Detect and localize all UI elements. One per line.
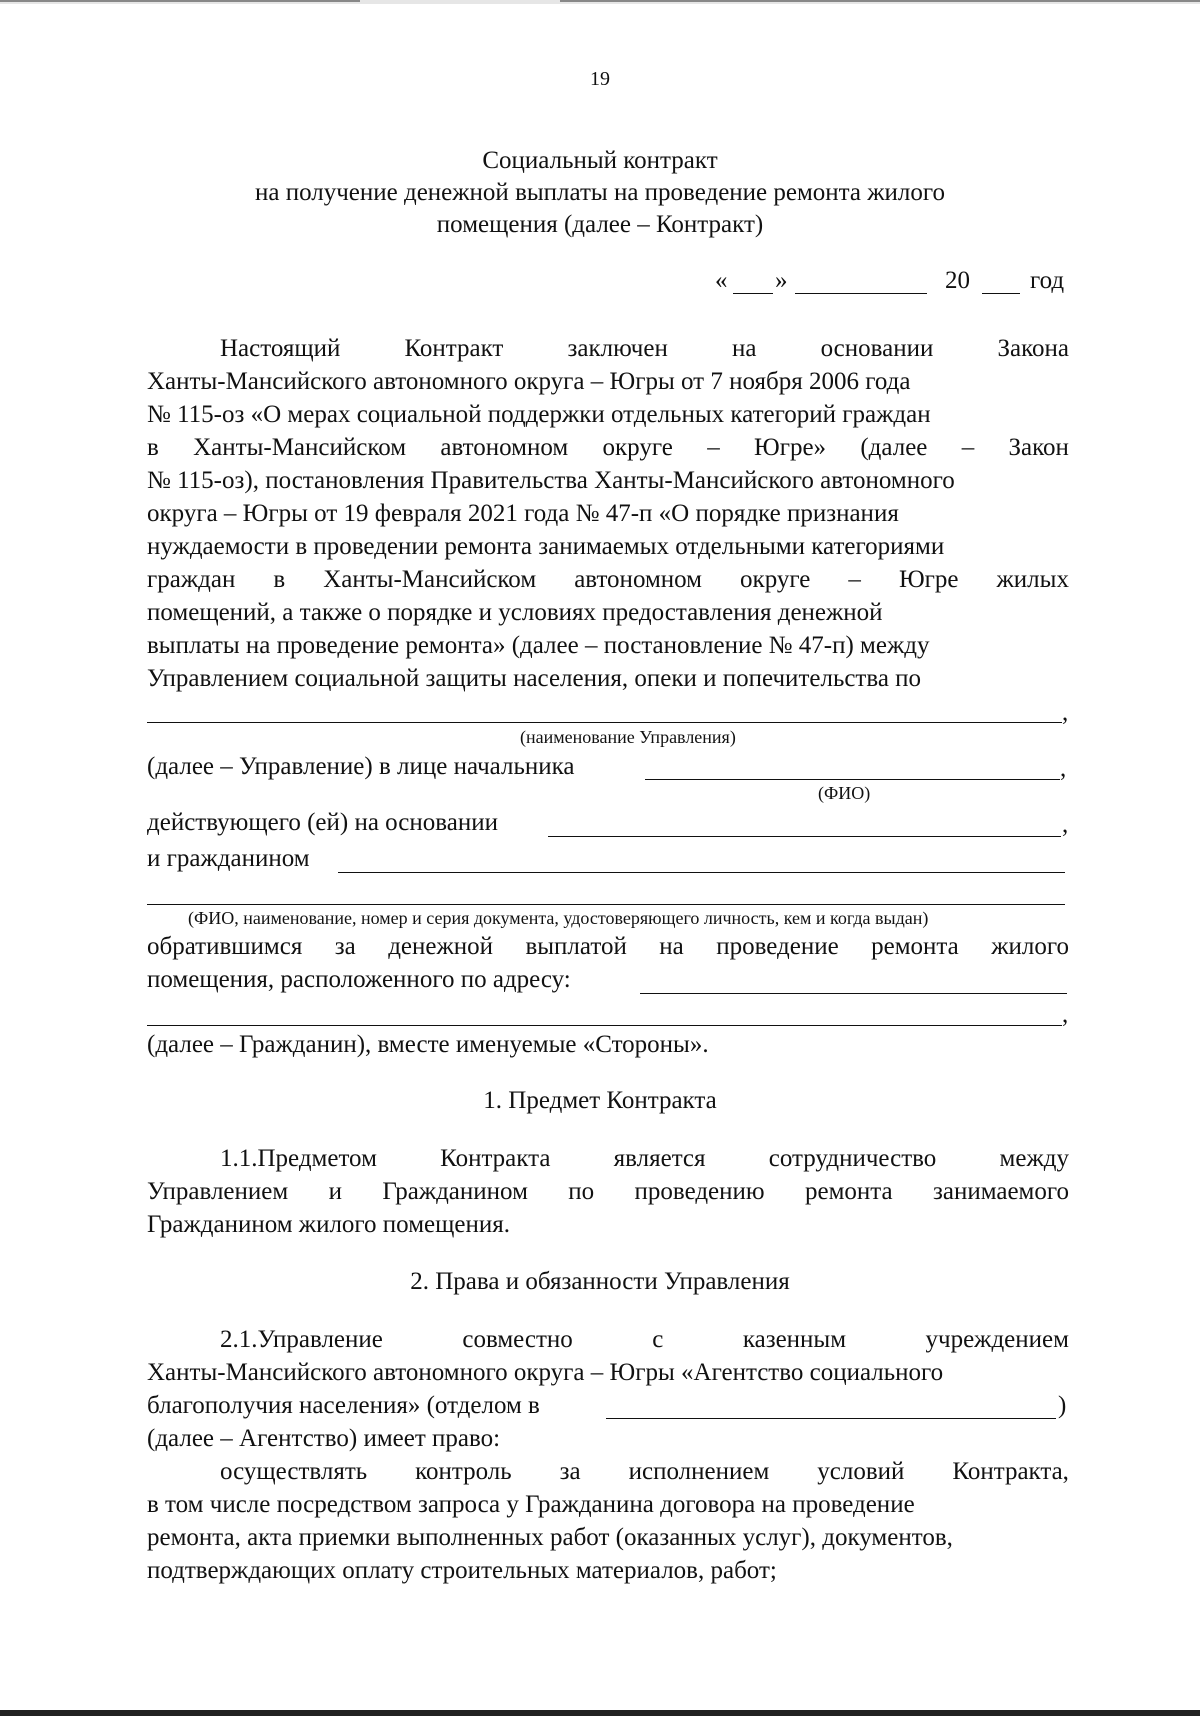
s2-word: с: [652, 1326, 664, 1353]
preamble-line-8: [147, 563, 1069, 596]
preamble-line-2: Ханты-Мансийского автономного округа – Югры от 7 ноября 2006 года: [147, 368, 911, 395]
preamble-line-9: помещений, а также о порядке и условиях предоставления денежной: [147, 599, 883, 626]
preamble-word: –: [848, 566, 861, 593]
s1-word: проведению: [634, 1178, 765, 1205]
address-blank-2: [147, 1025, 1062, 1026]
section-2-p1-line-1: [220, 1323, 1069, 1356]
date-close-quote: »: [775, 267, 788, 294]
s1-word: занимаемого: [932, 1178, 1069, 1205]
section-2-heading: 2. Права и обязанности Управления: [410, 1268, 790, 1295]
department-name-blank: [147, 722, 1062, 723]
s1-word: Контракта: [440, 1145, 551, 1172]
s2-word: контроль: [415, 1458, 512, 1485]
preamble-word: на: [731, 335, 757, 362]
s1-word: Управлением: [147, 1178, 289, 1205]
represented-by-label: (далее – Управление) в лице начальника: [147, 753, 575, 780]
acting-basis-comma: ,: [1062, 811, 1069, 838]
hereinafter-line: (далее – Гражданин), вместе именуемые «Стороны».: [147, 1031, 709, 1058]
applied-word: обратившимся: [147, 933, 303, 960]
head-fio-comma: ,: [1060, 755, 1067, 782]
preamble-word: Югре»: [754, 434, 827, 461]
applied-line: [147, 930, 1069, 963]
applied-word: денежной: [388, 933, 494, 960]
preamble-word: округе: [602, 434, 673, 461]
s2-word: исполнением: [628, 1458, 770, 1485]
preamble-word: Ханты-Мансийском: [193, 434, 407, 461]
document-title-line-1: Социальный контракт: [482, 147, 718, 174]
scan-bottom-edge: [0, 1710, 1200, 1716]
preamble-word: в: [147, 434, 159, 461]
preamble-line-7: нуждаемости в проведении ремонта занимаемых отдельными категориями: [147, 533, 945, 560]
preamble-word: (далее: [860, 434, 928, 461]
department-comma: ,: [1062, 699, 1069, 726]
date-month-blank: [795, 293, 927, 294]
s1-word: Гражданином: [382, 1178, 528, 1205]
s2-word: 2.1.Управление: [220, 1326, 383, 1353]
s2-word: учреждением: [925, 1326, 1069, 1353]
s2-word: условий: [817, 1458, 905, 1485]
preamble-word: округе: [740, 566, 811, 593]
preamble-word: –: [961, 434, 975, 461]
preamble-word: автономном: [574, 566, 703, 593]
preamble-word: Контракт: [404, 335, 504, 362]
preamble-word: основании: [820, 335, 934, 362]
citizen-label: и гражданином: [147, 845, 310, 872]
preamble-word: в: [273, 566, 286, 593]
s2-word: Контракта,: [952, 1458, 1069, 1485]
section-1-p1-line-1: [220, 1142, 1069, 1175]
s1-word: ремонта: [804, 1178, 893, 1205]
date-century: 20: [945, 267, 970, 294]
preamble-word: Ханты-Мансийском: [323, 566, 537, 593]
applied-word: на: [659, 933, 684, 960]
preamble-word: жилых: [996, 566, 1069, 593]
applied-word: выплатой: [525, 933, 627, 960]
preamble-line-5: № 115-оз), постановления Правительства Ханты-Мансийского автономного: [147, 467, 955, 494]
agency-department-paren: ): [1058, 1392, 1067, 1419]
preamble-line-10: выплаты на проведение ремонта» (далее – постановление № 47-п) между: [147, 632, 930, 659]
preamble-line-3: № 115-оз «О мерах социальной поддержки отдельных категорий граждан: [147, 401, 931, 428]
preamble-word: граждан: [147, 566, 236, 593]
s1-word: сотрудничество: [768, 1145, 937, 1172]
date-year-blank: [982, 293, 1020, 294]
date-day-blank: [733, 293, 773, 294]
applied-word: жилого: [991, 933, 1069, 960]
acting-basis-label: действующего (ей) на основании: [147, 809, 498, 836]
preamble-line-1: [220, 332, 1069, 365]
address-label: помещения, расположенного по адресу:: [147, 966, 571, 993]
preamble-word: Закона: [997, 335, 1069, 362]
section-2-p1-line-2: Ханты-Мансийского автономного округа – Югры «Агентство социального: [147, 1359, 944, 1386]
preamble-word: –: [707, 434, 720, 461]
fio-caption: (ФИО): [818, 783, 871, 803]
section-2-p2-line-4: подтверждающих оплату строительных материалов, работ;: [147, 1557, 777, 1584]
preamble-word: Югре: [898, 566, 959, 593]
s2-word: совместно: [462, 1326, 573, 1353]
preamble-line-4: [147, 431, 1069, 464]
agency-department-blank: [606, 1418, 1056, 1419]
preamble-word: Закон: [1008, 434, 1069, 461]
section-2-p2-line-3: ремонта, акта приемки выполненных работ (оказанных услуг), документов,: [147, 1524, 953, 1551]
s1-word: между: [999, 1145, 1069, 1172]
document-caption: (ФИО, наименование, номер и серия документа, удостоверяющего личность, кем и когда выдан): [188, 908, 929, 928]
section-2-p2-line-1: [220, 1455, 1069, 1488]
s1-word: 1.1.Предметом: [220, 1145, 377, 1172]
page-number: 19: [590, 68, 610, 90]
acting-basis-blank: [548, 836, 1061, 837]
preamble-line-6: округа – Югры от 19 февраля 2021 года № 47-п «О порядке признания: [147, 500, 899, 527]
applied-word: ремонта: [871, 933, 959, 960]
s1-word: и: [328, 1178, 342, 1205]
section-1-heading: 1. Предмет Контракта: [483, 1087, 717, 1114]
preamble-word: Настоящий: [220, 335, 341, 362]
applied-word: проведение: [716, 933, 839, 960]
preamble-line-11: Управлением социальной защиты населения, опеки и попечительства по: [147, 665, 922, 692]
section-1-p1-line-2: [147, 1175, 1069, 1208]
head-fio-blank: [645, 779, 1060, 780]
section-2-p2-line-2: в том числе посредством запроса у Гражданина договора на проведение: [147, 1491, 915, 1518]
s1-word: по: [568, 1178, 595, 1205]
s2-word: казенным: [742, 1326, 847, 1353]
section-2-p1-line-4: (далее – Агентство) имеет право:: [147, 1425, 501, 1452]
date-year-word: год: [1030, 267, 1065, 294]
document-title-line-2: на получение денежной выплаты на проведение ремонта жилого: [254, 179, 946, 206]
applied-word: за: [334, 933, 356, 960]
s2-word: осуществлять: [220, 1458, 368, 1485]
s1-word: является: [613, 1145, 706, 1172]
date-open-quote: «: [715, 267, 728, 294]
citizen-document-blank: [147, 904, 1065, 905]
preamble-word: автономном: [440, 434, 569, 461]
citizen-blank: [338, 872, 1065, 873]
scan-top-edge: [0, 0, 1200, 4]
address-blank: [640, 993, 1067, 994]
s2-word: за: [559, 1458, 581, 1485]
preamble-word: заключен: [567, 335, 668, 362]
section-1-p1-line-3: Гражданином жилого помещения.: [147, 1211, 510, 1238]
department-caption: (наименование Управления): [520, 727, 736, 747]
address-comma: ,: [1062, 1001, 1069, 1028]
section-2-p1-line-3: благополучия населения» (отделом в: [147, 1392, 540, 1419]
document-title-line-3: помещения (далее – Контракт): [436, 211, 764, 238]
